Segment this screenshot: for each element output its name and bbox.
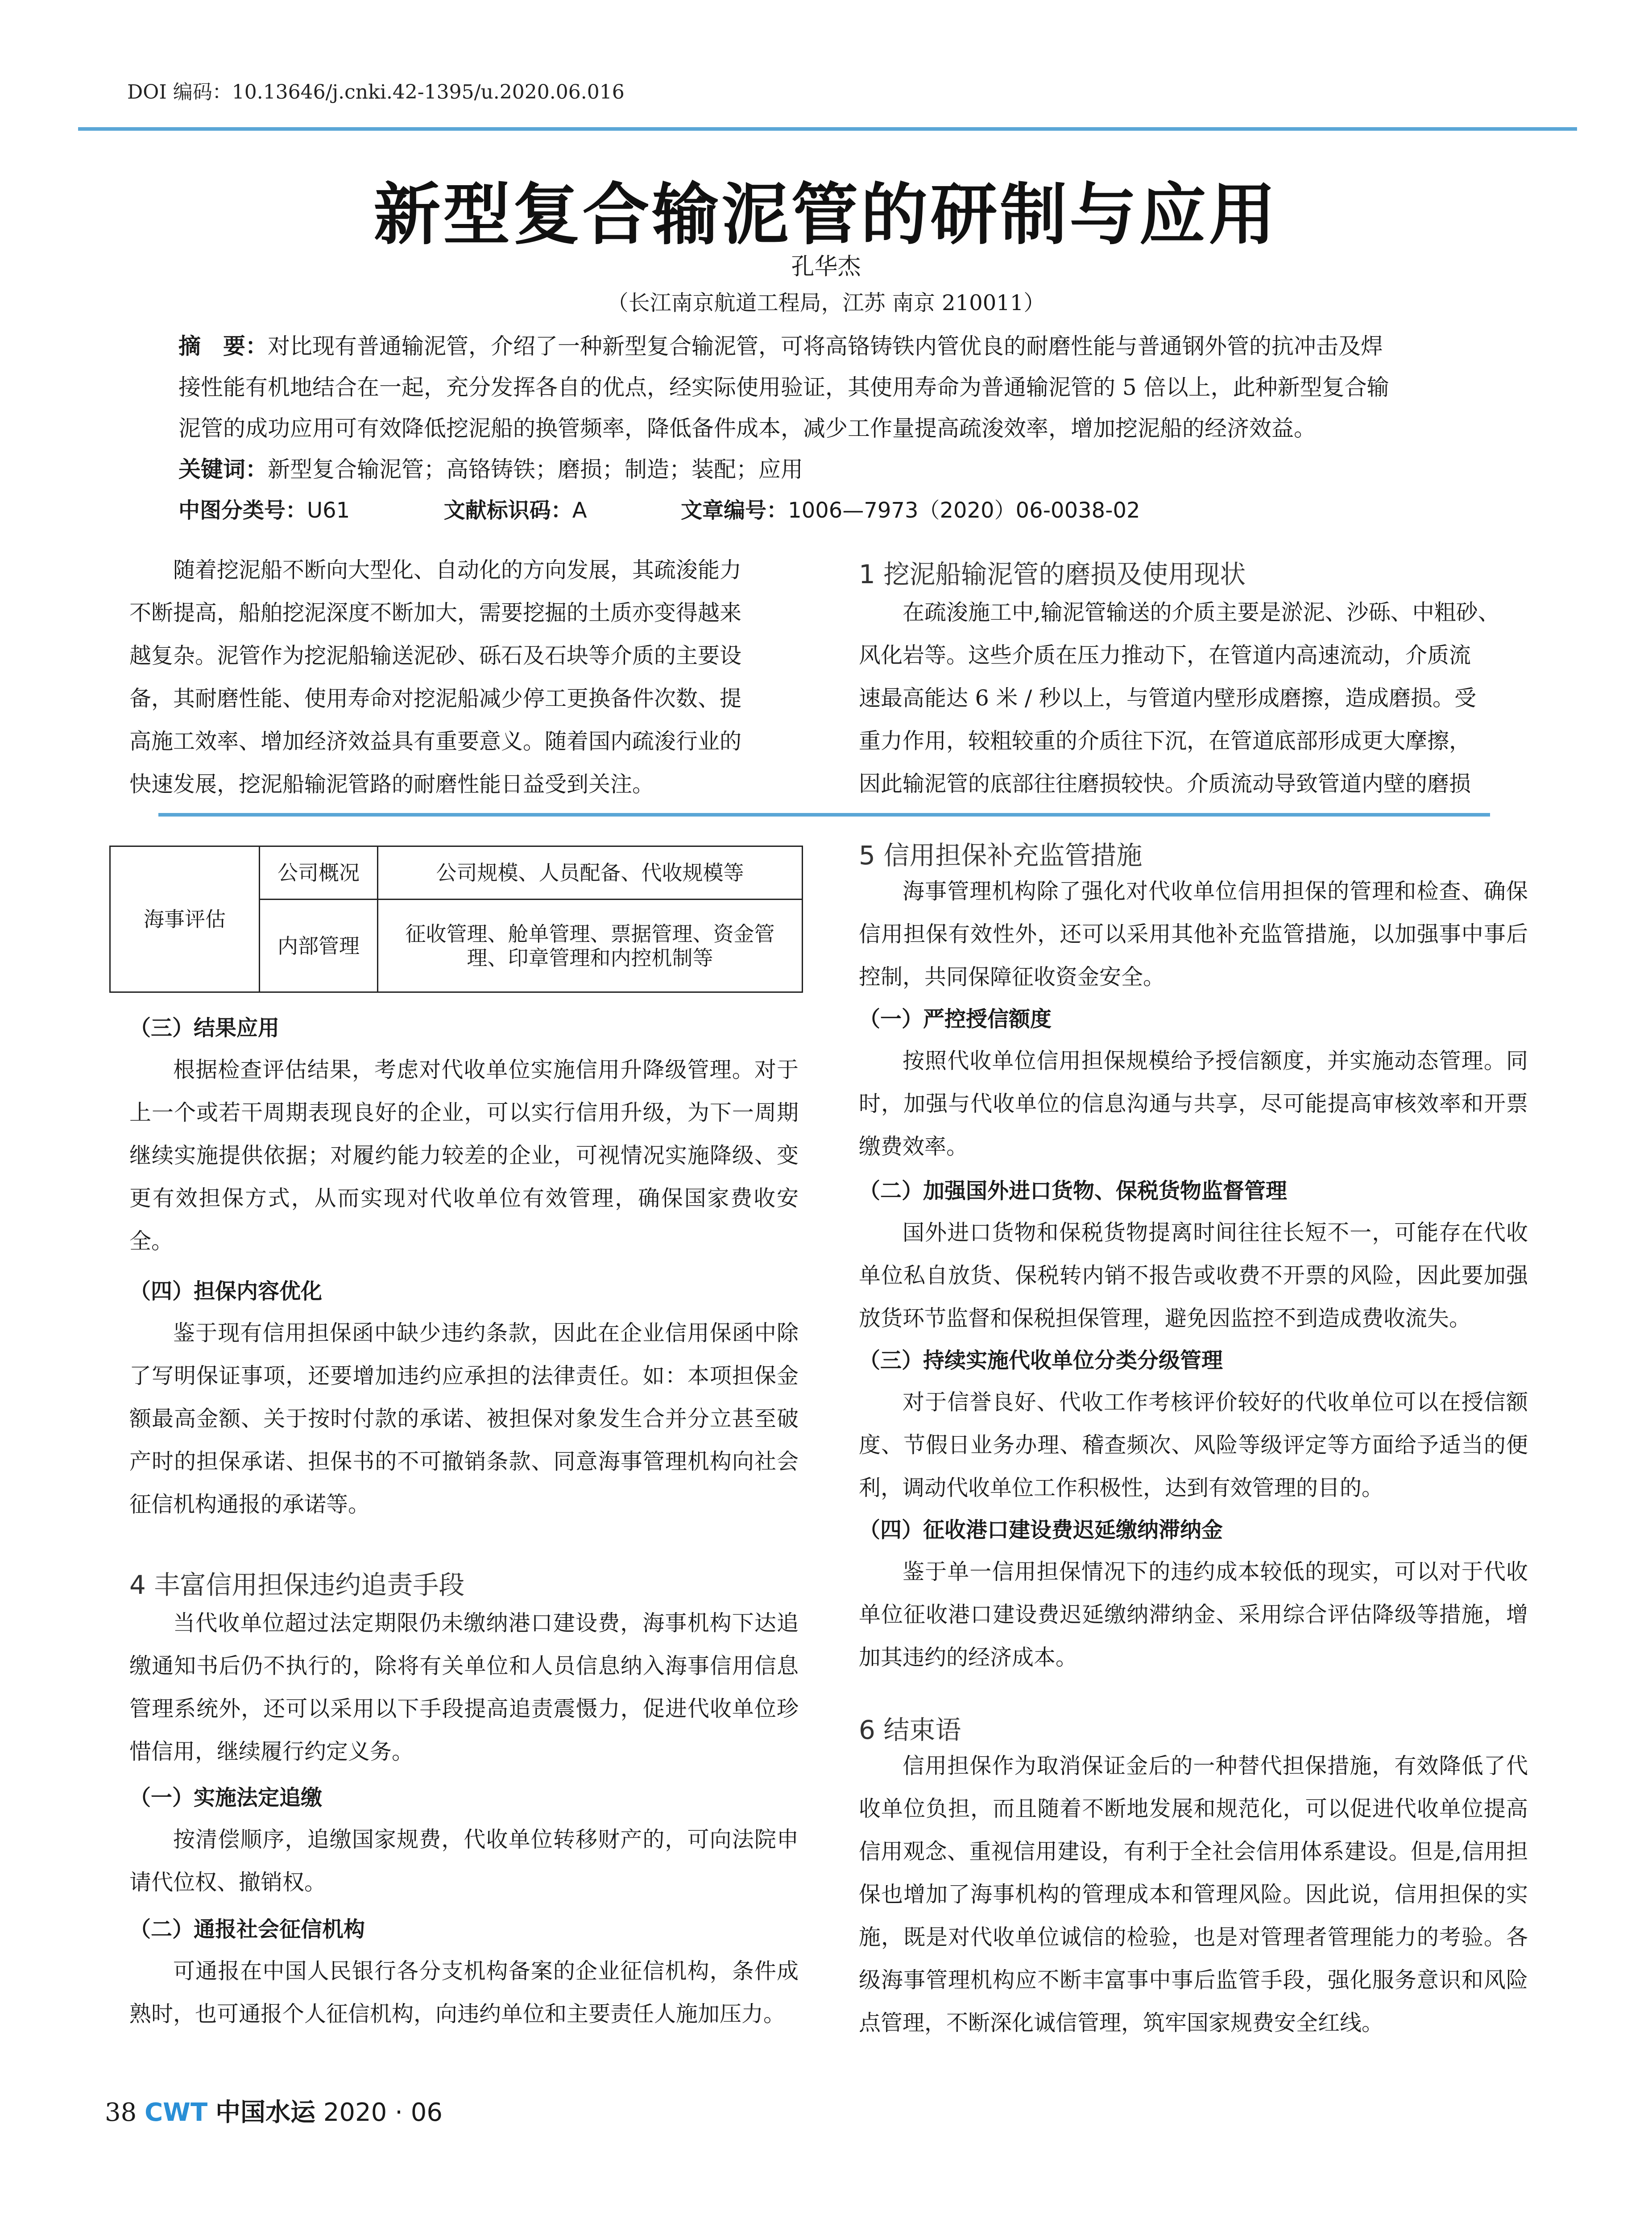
subsection-4-title: （四）担保内容优化 <box>129 1279 323 1304</box>
section-1-paragraph <box>859 591 1528 805</box>
journal-logo: CWT <box>145 2098 208 2127</box>
right-sub-1-title: （一）严控授信额度 <box>859 1007 1052 1032</box>
section-1-line: 重力作用，较粗较重的介质往下沉，在管道底部形成更大摩擦， <box>859 728 1471 754</box>
affiliation: （长江南京航道工程局，江苏 南京 210011） <box>607 290 1045 315</box>
journal-name: 中国水运 <box>215 2098 315 2127</box>
right-sub-2-text <box>859 1211 1528 1340</box>
right-sub-3-text <box>859 1381 1528 1509</box>
subsection-3-title: （三）结果应用 <box>129 1016 280 1041</box>
table-cell-category: 公司概况 <box>260 846 378 900</box>
table-cell-content: 征收管理、舱单管理、票据管理、资金管理、印章管理和内控机制等 <box>378 900 803 992</box>
table-cell-content: 公司规模、人员配备、代收规模等 <box>378 846 803 900</box>
section-1-heading: 1 挖泥船输泥管的磨损及使用现状 <box>859 559 1246 589</box>
section-1-line: 在疏浚施工中,输泥管输送的介质主要是淤泥、沙砾、中粗砂、 <box>903 600 1500 625</box>
section-6-heading: 6 结束语 <box>859 1715 961 1745</box>
article-title: 新型复合输泥管的研制与应用 <box>373 175 1279 254</box>
intro-paragraph <box>129 549 799 806</box>
evaluation-table <box>109 846 803 993</box>
right-sub-1-text <box>859 1040 1528 1168</box>
paragraph: 按照代收单位信用担保规模给予授信额度，并实施动态管理。同时，加强与代收单位的信息沟通与共享，尽可能提高审核效率和开票缴费效率。 <box>859 1048 1528 1159</box>
paragraph: 信用担保作为取消保证金后的一种替代担保措施，有效降低了代收单位负担，而且随着不断地发展和规范化，可以促进代收单位提高信用观念、重视信用建设，有利于全社会信用体系建设。但是,信用担保也增加了海事机构的管理成本和管理风险。因此说，信用担保的实施，既是对代收单位诚信的检验，也是对管理者管理能力的考验。各级海事管理机构应不断丰富事中事后监管手段，强化服务意识和风险点管理，不断深化诚信管理，筑牢国家规费安全红线。 <box>859 1753 1528 2036</box>
paragraph: 按清偿顺序，追缴国家规费，代收单位转移财产的，可向法院申请代位权、撤销权。 <box>129 1827 799 1895</box>
subsection-4-text <box>129 1312 799 1526</box>
section-1-line: 因此输泥管的底部往往磨损较快。介质流动导致管道内壁的磨损 <box>859 771 1471 796</box>
paragraph: 对于信誉良好、代收工作考核评价较好的代收单位可以在授信额度、节假日业务办理、稽查频次、风险等级评定等方面给予适当的便利，调动代收单位工作积极性，达到有效管理的目的。 <box>859 1389 1528 1501</box>
section-4-heading: 4 丰富信用担保违约追责手段 <box>129 1570 465 1600</box>
section-1-line: 风化岩等。这些介质在压力推动下，在管道内高速流动，介质流 <box>859 643 1471 668</box>
section-5-text <box>859 870 1528 999</box>
right-sub-4-title: （四）征收港口建设费迟延缴纳滞纳金 <box>859 1518 1223 1543</box>
middle-rule <box>158 813 1490 817</box>
section-5-heading: 5 信用担保补充监管措施 <box>859 840 1143 871</box>
intro-line: 随着挖泥船不断向大型化、自动化的方向发展，其疏浚能力 <box>173 557 742 583</box>
abstract <box>178 326 1495 531</box>
keywords: 新型复合输泥管；高铬铸铁；磨损；制造；装配；应用 <box>268 456 803 482</box>
intro-line: 快速发展，挖泥船输泥管路的耐磨性能日益受到关注。 <box>129 771 654 797</box>
table-row <box>110 846 803 900</box>
clc-label: 中图分类号： <box>178 498 307 523</box>
clc: U61 <box>307 498 350 523</box>
right-sub-4-text <box>859 1551 1528 1679</box>
doc-code-label: 文献标识码： <box>443 498 572 523</box>
paragraph: 海事管理机构除了强化对代收单位信用担保的管理和检查、确保信用担保有效性外，还可以采用其他补充监管措施，以加强事中事后控制，共同保障征收资金安全。 <box>859 879 1528 990</box>
intro-line: 不断提高，船舶挖泥深度不断加大，需要挖掘的土质亦变得越来 <box>129 600 742 626</box>
doi-line: DOI 编码：10.13646/j.cnki.42-1395/u.2020.06.016 <box>127 81 625 104</box>
intro-line: 越复杂。泥管作为挖泥船输送泥砂、砾石及石块等介质的主要设 <box>129 643 742 668</box>
intro-line: 高施工效率、增加经济效益具有重要意义。随着国内疏浚行业的 <box>129 729 742 754</box>
page-footer <box>105 2093 443 2128</box>
subsection-3-text <box>129 1049 799 1263</box>
table-cell-category: 内部管理 <box>260 900 378 992</box>
abstract-line: 对比现有普通输泥管，介绍了一种新型复合输泥管，可将高铬铸铁内管优良的耐磨性能与普通钢外管的抗冲击及焊 <box>268 333 1383 359</box>
table-row-header: 海事评估 <box>110 846 260 992</box>
paragraph: 根据检查评估结果，考虑对代收单位实施信用升降级管理。对于上一个或若干周期表现良好的企业，可以实行信用升级，为下一周期继续实施提供依据；对履约能力较差的企业，可视情况实施降级、变更有效担保方式，从而实现对代收单位有效管理，确保国家费收安全。 <box>129 1057 799 1254</box>
section-4-text <box>129 1602 799 1773</box>
paragraph: 鉴于现有信用担保函中缺少违约条款，因此在企业信用保函中除了写明保证事项，还要增加违约应承担的法律责任。如：本项担保金额最高金额、关于按时付款的承诺、被担保对象发生合并分立甚至破产时的担保承诺、担保书的不可撤销条款、同意海事管理机构向社会征信机构通报的承诺等。 <box>129 1320 799 1517</box>
doc-code: A <box>572 498 587 523</box>
section-6-text <box>859 1745 1528 2044</box>
section-1-line: 速最高能达 6 米 / 秒以上，与管道内壁形成磨擦，造成磨损。受 <box>859 685 1476 711</box>
paragraph: 当代收单位超过法定期限仍未缴纳港口建设费，海事机构下达追缴通知书后仍不执行的，除将有关单位和人员信息纳入海事信用信息管理系统外，还可以采用以下手段提高追责震慑力，促进代收单位珍惜信用，继续履行约定义务。 <box>129 1610 799 1764</box>
abstract-line: 泥管的成功应用可有效降低挖泥船的换管频率，降低备件成本，减少工作量提高疏浚效率，增加挖泥船的经济效益。 <box>178 415 1316 441</box>
paragraph: 国外进口货物和保税货物提离时间往往长短不一，可能存在代收单位私自放货、保税转内销不报告或收费不开票的风险，因此要加强放货环节监督和保税担保管理，避免因监控不到造成费收流失。 <box>859 1220 1528 1331</box>
sub-2-text <box>129 1950 799 2036</box>
issue: 2020 · 06 <box>323 2098 443 2127</box>
article-no: 1006—7973（2020）06-0038-02 <box>788 498 1140 523</box>
right-sub-3-title: （三）持续实施代收单位分类分级管理 <box>859 1348 1223 1373</box>
author: 孔华杰 <box>791 253 861 280</box>
article-no-label: 文章编号： <box>681 498 788 523</box>
header-rule <box>78 127 1577 131</box>
page-number: 38 <box>105 2098 137 2127</box>
paragraph: 鉴于单一信用担保情况下的违约成本较低的现实，可以对于代收单位征收港口建设费迟延缴纳滞纳金、采用综合评估降级等措施，增加其违约的经济成本。 <box>859 1559 1528 1670</box>
abstract-line: 接性能有机地结合在一起，充分发挥各自的优点，经实际使用验证，其使用寿命为普通输泥管的 5 倍以上，此种新型复合输 <box>178 374 1389 400</box>
abstract-label: 摘 要： <box>178 333 268 359</box>
sub-1-title: （一）实施法定追缴 <box>129 1785 323 1810</box>
sub-2-title: （二）通报社会征信机构 <box>129 1917 365 1942</box>
right-sub-2-title: （二）加强国外进口货物、保税货物监督管理 <box>859 1178 1288 1203</box>
paragraph: 可通报在中国人民银行各分支机构备案的企业征信机构，条件成熟时，也可通报个人征信机构，向违约单位和主要责任人施加压力。 <box>129 1958 799 2027</box>
keywords-label: 关键词： <box>178 456 268 482</box>
sub-1-text <box>129 1818 799 1904</box>
intro-line: 备，其耐磨性能、使用寿命对挖泥船减少停工更换备件次数、提 <box>129 686 742 711</box>
